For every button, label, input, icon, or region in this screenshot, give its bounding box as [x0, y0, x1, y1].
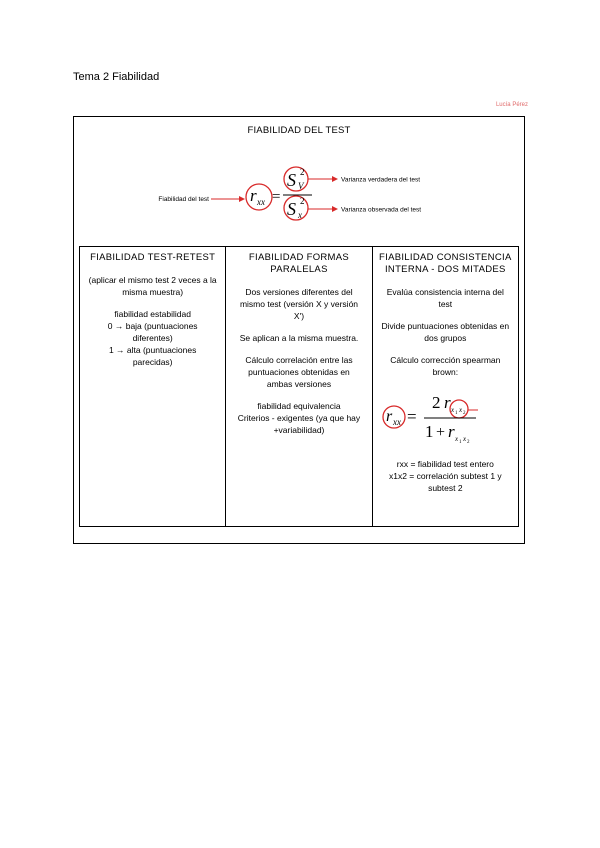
column-paragraph: Se aplican a la misma muestra. [239, 333, 359, 343]
column-line: fiabilidad equivalencia [257, 401, 341, 411]
column-line: x1x2 = correlación subtest 1 y subtest 2 [388, 471, 502, 493]
numerator-label: Varianza verdadera del test [341, 176, 421, 184]
sb-num-coef: 2 [432, 393, 441, 412]
methods-table [79, 246, 519, 527]
formula-den-symbol: S [287, 199, 296, 219]
formula-num-sup: 2 [300, 167, 305, 177]
sb-num-sub2: x [459, 406, 463, 414]
sb-num-symbol: r [444, 393, 451, 412]
sb-num-sub1-index: 1 [455, 411, 458, 416]
formula-left-label: Fiabilidad del test [158, 196, 209, 203]
author-name: Lucía Pérez [495, 102, 528, 108]
sb-den-symbol: r [448, 422, 455, 441]
formula-num-sub: V [298, 181, 304, 191]
column-test-retest [80, 247, 226, 526]
document-title: Tema 2 Fiabilidad [73, 71, 160, 83]
formula-den-sup: 2 [300, 196, 305, 206]
column-title: FIABILIDAD FORMAS PARALELAS [248, 252, 350, 275]
column-paragraph: Dos versiones diferentes del mismo test (versión X y versión X') [239, 287, 359, 321]
column-title: FIABILIDAD CONSISTENCIA INTERNA - DOS MITADES [379, 252, 512, 275]
denominator-arrow-head-icon [332, 206, 338, 212]
formula-lhs-symbol: r [250, 186, 257, 205]
sb-num-sub2-index: 2 [463, 411, 466, 416]
formula-lhs-sub: xx [257, 197, 265, 207]
sb-den-sub1-index: 1 [459, 440, 462, 445]
left-arrow-head-icon [239, 196, 245, 202]
sb-den-sub2: x [463, 435, 467, 443]
column-line: 1 → alta (puntuaciones parecidas) [108, 345, 197, 367]
sb-den-one: 1 [425, 422, 434, 441]
column-paragraph: (aplicar el mismo test 2 veces a la misma muestra) [88, 275, 217, 297]
formula-equals: = [272, 189, 281, 205]
column-line: fiabilidad estabilidad [114, 309, 191, 319]
column-title: FIABILIDAD TEST-RETEST [90, 252, 216, 263]
sb-den-sub1: x [455, 435, 459, 443]
formula-num-symbol: S [287, 170, 296, 190]
reliability-formula [74, 117, 524, 237]
column-internal-consistency [373, 247, 518, 526]
sb-lhs-sub: xx [393, 417, 402, 427]
reliability-summary-box [73, 116, 525, 544]
column-paragraph: Cálculo correlación entre las puntuaciones obtenidas en ambas versiones [245, 355, 353, 389]
column-line: Criterios - exigentes (ya que hay +variabilidad) [237, 413, 361, 435]
main-heading: FIABILIDAD DEL TEST [247, 125, 351, 136]
sb-lhs-symbol: r [386, 408, 393, 425]
numerator-arrow-head-icon [332, 176, 338, 182]
spearman-brown-formula [380, 388, 510, 450]
sb-num-sub1: x [451, 406, 455, 414]
column-paragraph: Evalúa consistencia interna del test [386, 287, 504, 309]
denominator-label: Varianza observada del test [341, 206, 422, 214]
sb-den-plus: + [436, 424, 446, 441]
column-paragraph: Cálculo corrección spearman brown: [390, 355, 501, 377]
column-paragraph: Divide puntuaciones obtenidas en dos grupos [381, 321, 510, 343]
column-line: 0 → baja (puntuaciones diferentes) [107, 321, 198, 343]
column-parallel-forms [226, 247, 372, 526]
sb-equals: = [407, 407, 417, 426]
column-line: rxx = fiabilidad test entero [396, 459, 494, 469]
formula-den-sub: x [298, 210, 302, 220]
sb-den-sub2-index: 2 [467, 440, 470, 445]
